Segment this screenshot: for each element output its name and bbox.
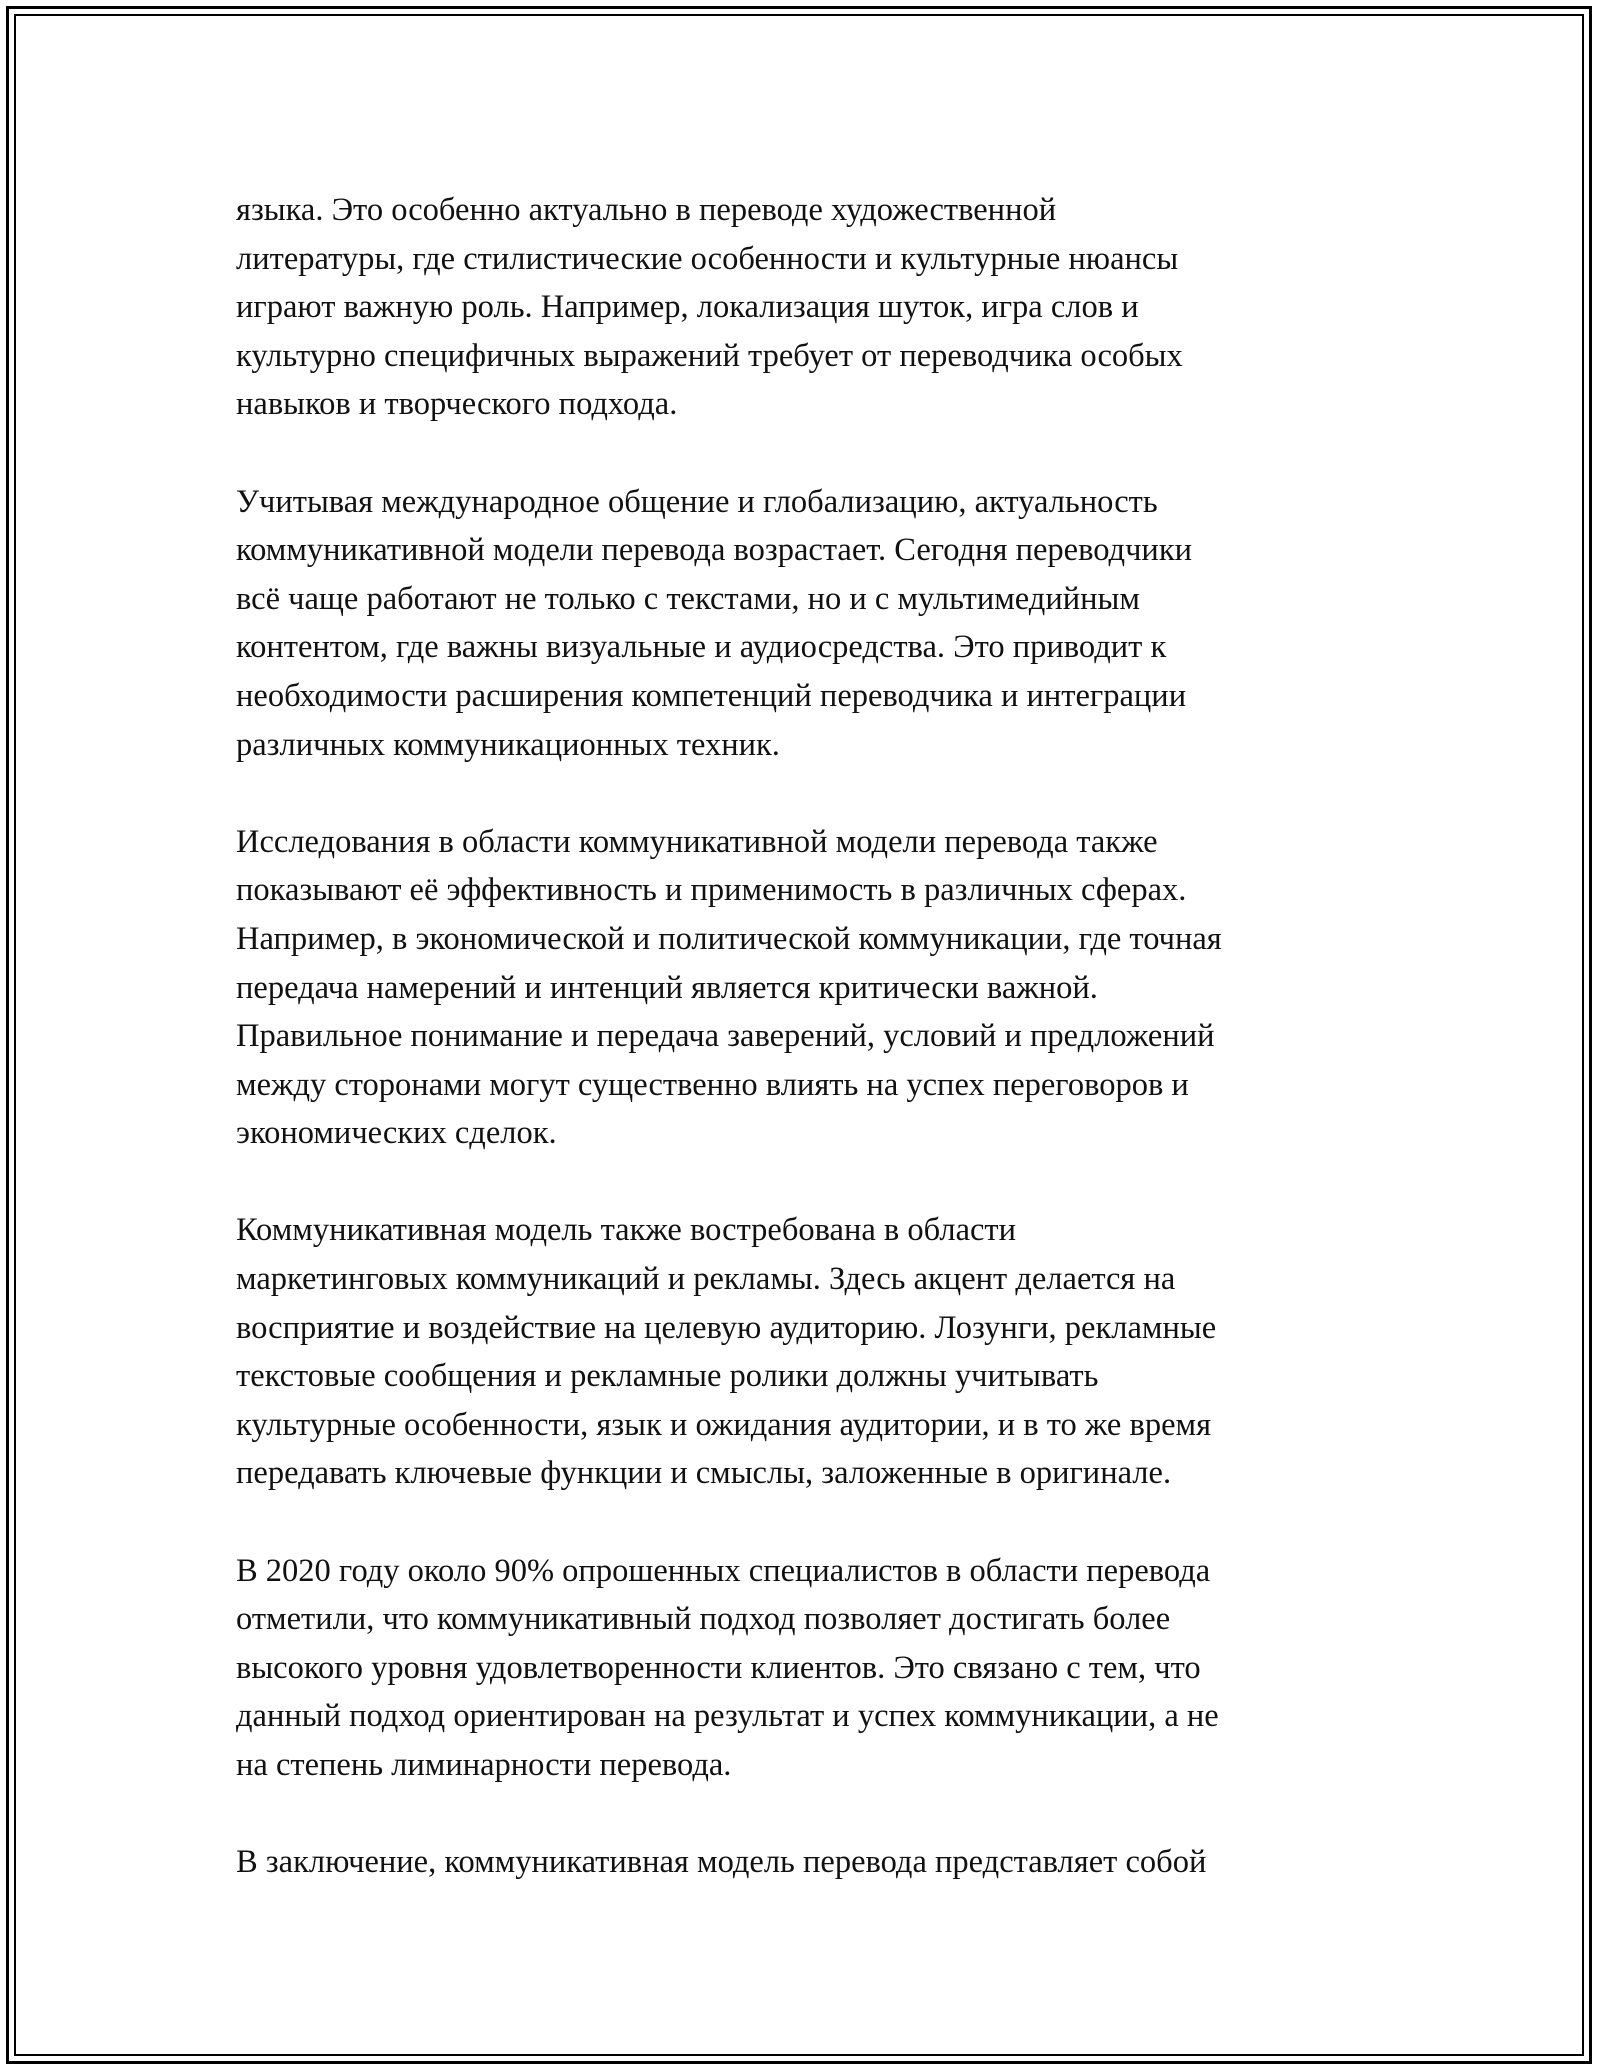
text-line: необходимости расширения компетенций переводчика и интеграции [236,677,1187,714]
text-line: играют важную роль. Например, локализация шуток, игра слов и [236,289,1139,326]
paragraph-1 [236,186,1396,429]
text-line: на степень лиминарности перевода. [236,1747,732,1783]
text-line: показывают её эффективность и применимость в различных сферах. [236,872,1187,909]
text-line: передавать ключевые функции и смыслы, заложенные в оригинале. [236,1455,1172,1492]
text-line: культурные особенности, язык и ожидания аудитории, и в то же время [236,1406,1212,1443]
text-line: передача намерений и интенций является критически важной. [236,969,1098,1006]
paragraph-5 [236,1547,1396,1790]
text-line: навыков и творческого подхода. [236,386,678,423]
text-line: данный подход ориентирован на результат и успех коммуникации, а не [236,1698,1219,1735]
paragraph-4 [236,1206,1396,1498]
text-line: текстовые сообщения и рекламные ролики должны учитывать [236,1358,1099,1395]
text-line: всё чаще работают не только с текстами, но и с мультимедийным [236,580,1140,617]
text-line: языка. Это особенно актуально в переводе художественной [236,192,1057,228]
paragraph-6 [236,1838,1396,1887]
text-line: отметили, что коммуникативный подход позволяет достигать более [236,1601,1171,1638]
text-line: литературы, где стилистические особенности и культурные нюансы [236,240,1179,277]
text-line: восприятие и воздействие на целевую аудиторию. Лозунги, рекламные [236,1309,1217,1346]
paragraph-2 [236,478,1396,770]
text-line: между сторонами могут существенно влиять на успех переговоров и [236,1066,1189,1103]
text-line: коммуникативной модели перевода возрастает. Сегодня переводчики [236,532,1193,569]
text-line: контентом, где важны визуальные и аудиосредства. Это приводит к [236,629,1167,666]
text-line: различных коммуникационных техник. [236,726,780,763]
text-line: Учитывая международное общение и глобализацию, актуальность [236,483,1158,520]
text-line: маркетинговых коммуникаций и рекламы. Здесь акцент делается на [236,1261,1176,1298]
paragraph-3 [236,818,1396,1158]
text-line: В 2020 году около 90% опрошенных специалистов в области перевода [236,1552,1211,1589]
text-line: Правильное понимание и передача заверений, условий и предложений [236,1018,1215,1055]
text-line: Например, в экономической и политической коммуникации, где точная [236,920,1222,957]
text-line: культурно специфичных выражений требует от переводчика особых [236,337,1183,374]
text-line: Коммуникативная модель также востребована в области [236,1212,1017,1249]
text-line: высокого уровня удовлетворенности клиентов. Это связано с тем, что [236,1649,1201,1686]
text-line: В заключение, коммуникативная модель перевода представляет собой [236,1844,1207,1881]
text-line: Исследования в области коммуникативной модели перевода также [236,823,1158,860]
text-line: экономических сделок. [236,1115,557,1152]
document-body [236,186,1396,1935]
